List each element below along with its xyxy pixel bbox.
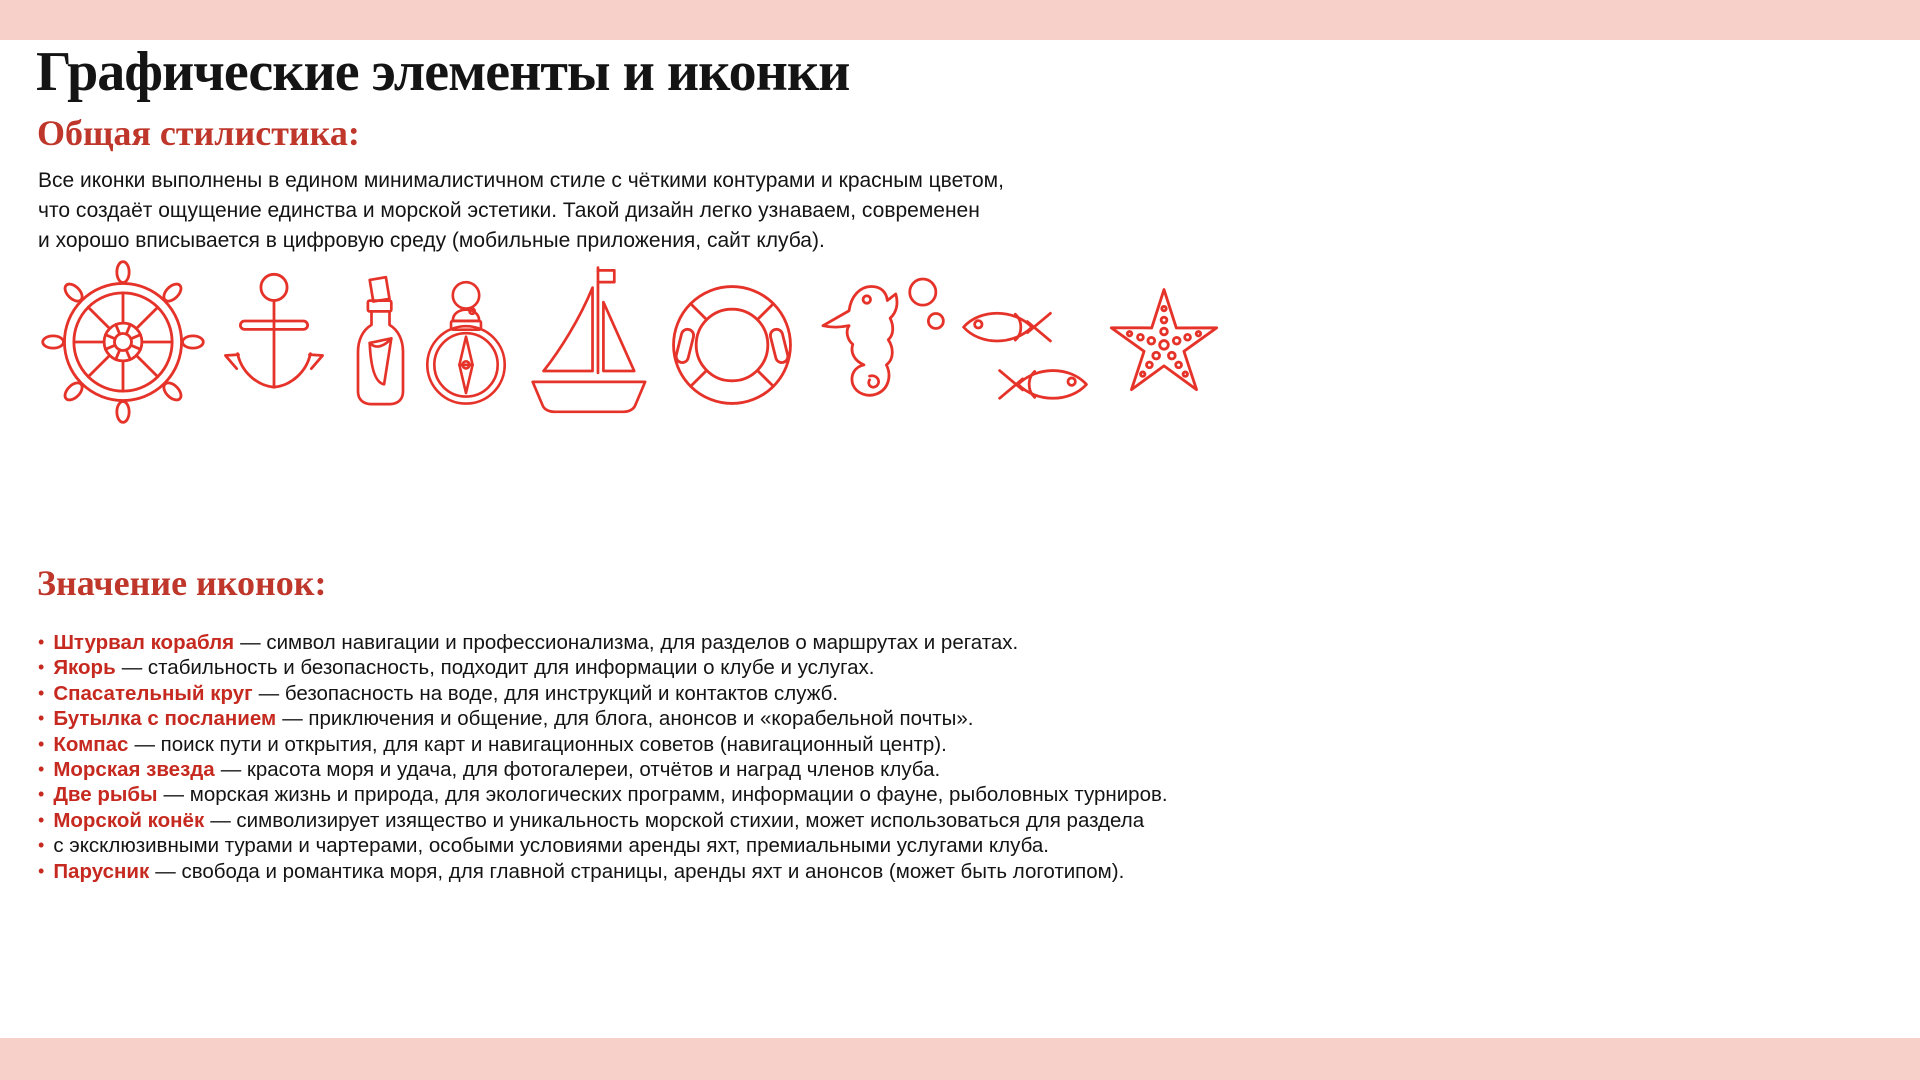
icon-meanings-list <box>38 630 1168 884</box>
term-description: — поиск пути и открытия, для карт и навигационных советов (навигационный центр). <box>134 732 947 756</box>
term: Две рыбы <box>53 783 158 807</box>
term: Штурвал корабля <box>53 631 235 654</box>
term-description: с эксклюзивными турами и чартерами, особыми условиями аренды яхт, премиальными услугами клуба. <box>53 834 1049 858</box>
seahorse-icon <box>808 268 948 416</box>
sailboat-icon <box>520 259 656 425</box>
anchor-icon <box>218 263 330 421</box>
bubble-large <box>910 279 936 305</box>
message-bottle-icon <box>340 269 412 415</box>
term: Бутылка с посланием <box>53 707 277 731</box>
term: Спасательный круг <box>53 681 253 705</box>
two-fish-icon <box>958 296 1092 422</box>
term: Парусник <box>53 859 150 883</box>
nautical-icons-row <box>38 250 1898 434</box>
paragraph-line: что создаёт ощущение единства и морской эстетики. Такой дизайн легко узнаваем, современен <box>38 199 980 222</box>
term: Морская звезда <box>53 758 215 782</box>
term-description: — морская жизнь и природа, для экологических программ, информации о фауне, рыболовных турниров. <box>163 783 1168 807</box>
term-description: — свобода и романтика моря, для главной страницы, аренды яхт и анонсов (может быть логотипом). <box>155 859 1125 883</box>
list-item <box>38 833 1168 858</box>
bottom-accent-band <box>0 1038 1920 1080</box>
compass-icon <box>422 274 510 410</box>
bullet-dot: • <box>38 809 45 830</box>
lifebuoy-icon <box>666 279 798 411</box>
term-description: — символизирует изящество и уникальность морской стихии, может использоваться для раздела <box>210 808 1145 832</box>
term: Морской конёк <box>53 808 205 832</box>
term: Компас <box>53 732 129 756</box>
list-item <box>38 732 1168 757</box>
term-description: — приключения и общение, для блога, анонсов и «корабельной почты». <box>282 707 974 731</box>
bubble-small <box>928 314 943 329</box>
bullet-dot: • <box>38 708 45 729</box>
style-section-heading: Общая стилистика: <box>37 113 360 153</box>
term: Якорь <box>53 656 116 680</box>
list-item <box>38 782 1168 807</box>
style-paragraph <box>38 166 1004 256</box>
term-description: — безопасность на воде, для инструкций и контактов служб. <box>258 681 839 705</box>
list-item <box>38 859 1168 884</box>
term-description: — символ навигации и профессионализма, для разделов о маршрутах и регатах. <box>240 631 1019 654</box>
meanings-section-heading: Значение иконок: <box>37 563 327 603</box>
list-item <box>38 706 1168 731</box>
list-item <box>38 757 1168 782</box>
list-item <box>38 655 1168 680</box>
bullet-dot: • <box>38 657 45 678</box>
top-accent-band <box>0 0 1920 40</box>
list-item <box>38 808 1168 833</box>
page-title: Графические элементы и иконки <box>36 41 850 103</box>
bullet-dot: • <box>38 759 45 780</box>
starfish-icon <box>1102 280 1226 404</box>
term-description: — красота моря и удача, для фотогалереи, отчётов и наград членов клуба. <box>220 758 941 782</box>
list-item <box>38 681 1168 706</box>
bullet-dot: • <box>38 784 45 805</box>
ship-wheel-icon <box>38 257 208 427</box>
paragraph-line: Все иконки выполнены в едином минималистичном стиле с чёткими контурами и красным цветом, <box>38 169 1004 192</box>
bullet-dot: • <box>38 860 45 881</box>
list-item <box>38 630 1168 655</box>
bullet-dot: • <box>38 835 45 856</box>
bullet-dot: • <box>38 682 45 703</box>
paragraph-line: и хорошо вписывается в цифровую среду (мобильные приложения, сайт клуба). <box>38 229 825 252</box>
bullet-dot: • <box>38 632 45 652</box>
bullet-dot: • <box>38 733 45 754</box>
term-description: — стабильность и безопасность, подходит для информации о клубе и услугах. <box>121 656 875 680</box>
